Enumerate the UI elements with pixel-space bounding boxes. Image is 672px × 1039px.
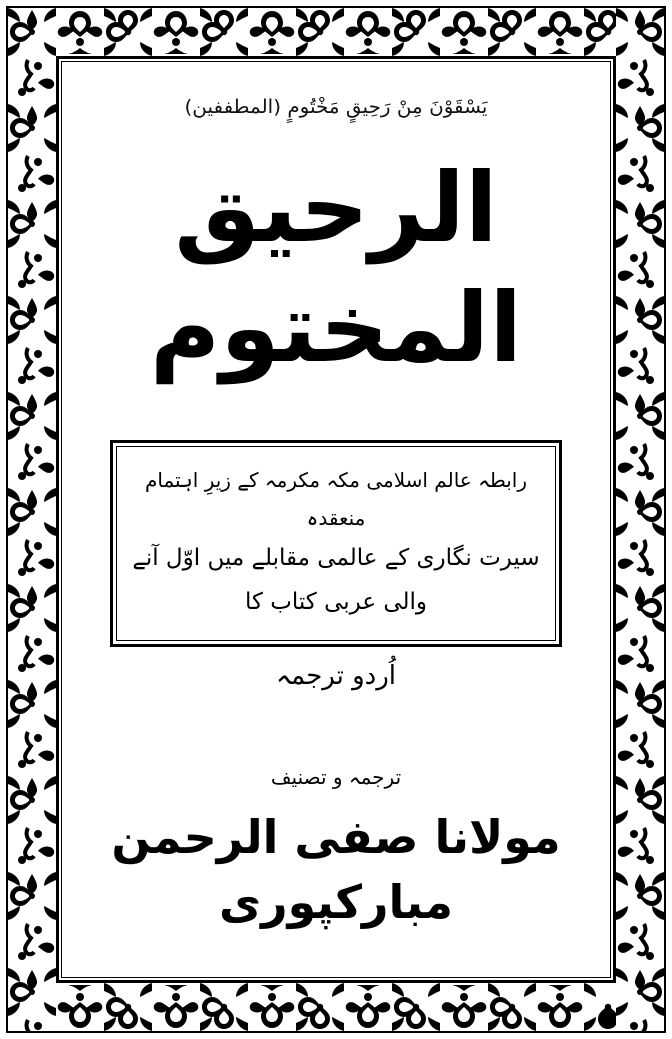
quran-verse-bismillah: يَسْقَوْنَ مِنْ رَحِيقٍ مَخْتُومٍ (المطففين) <box>184 96 488 118</box>
book-main-title: الرحيق المختوم <box>149 152 523 384</box>
author-role-label: ترجمہ و تصنیف <box>270 765 402 790</box>
subtitle-box <box>110 440 562 647</box>
subtitle-box-inner <box>116 446 556 641</box>
author-name: مولانا صفی الرحمن مبارکپوری <box>111 810 561 929</box>
subtitle-line-1: رابطہ عالم اسلامی مکہ مکرمہ کے زیرِ اہتمام منعقدہ <box>144 468 528 530</box>
subtitle-line-2: سیرت نگاری کے عالمی مقابلے میں اوّل آنے والی عربی کتاب کا <box>132 545 540 615</box>
cover-content <box>64 64 608 975</box>
translation-label: اُردو ترجمہ <box>275 661 397 692</box>
